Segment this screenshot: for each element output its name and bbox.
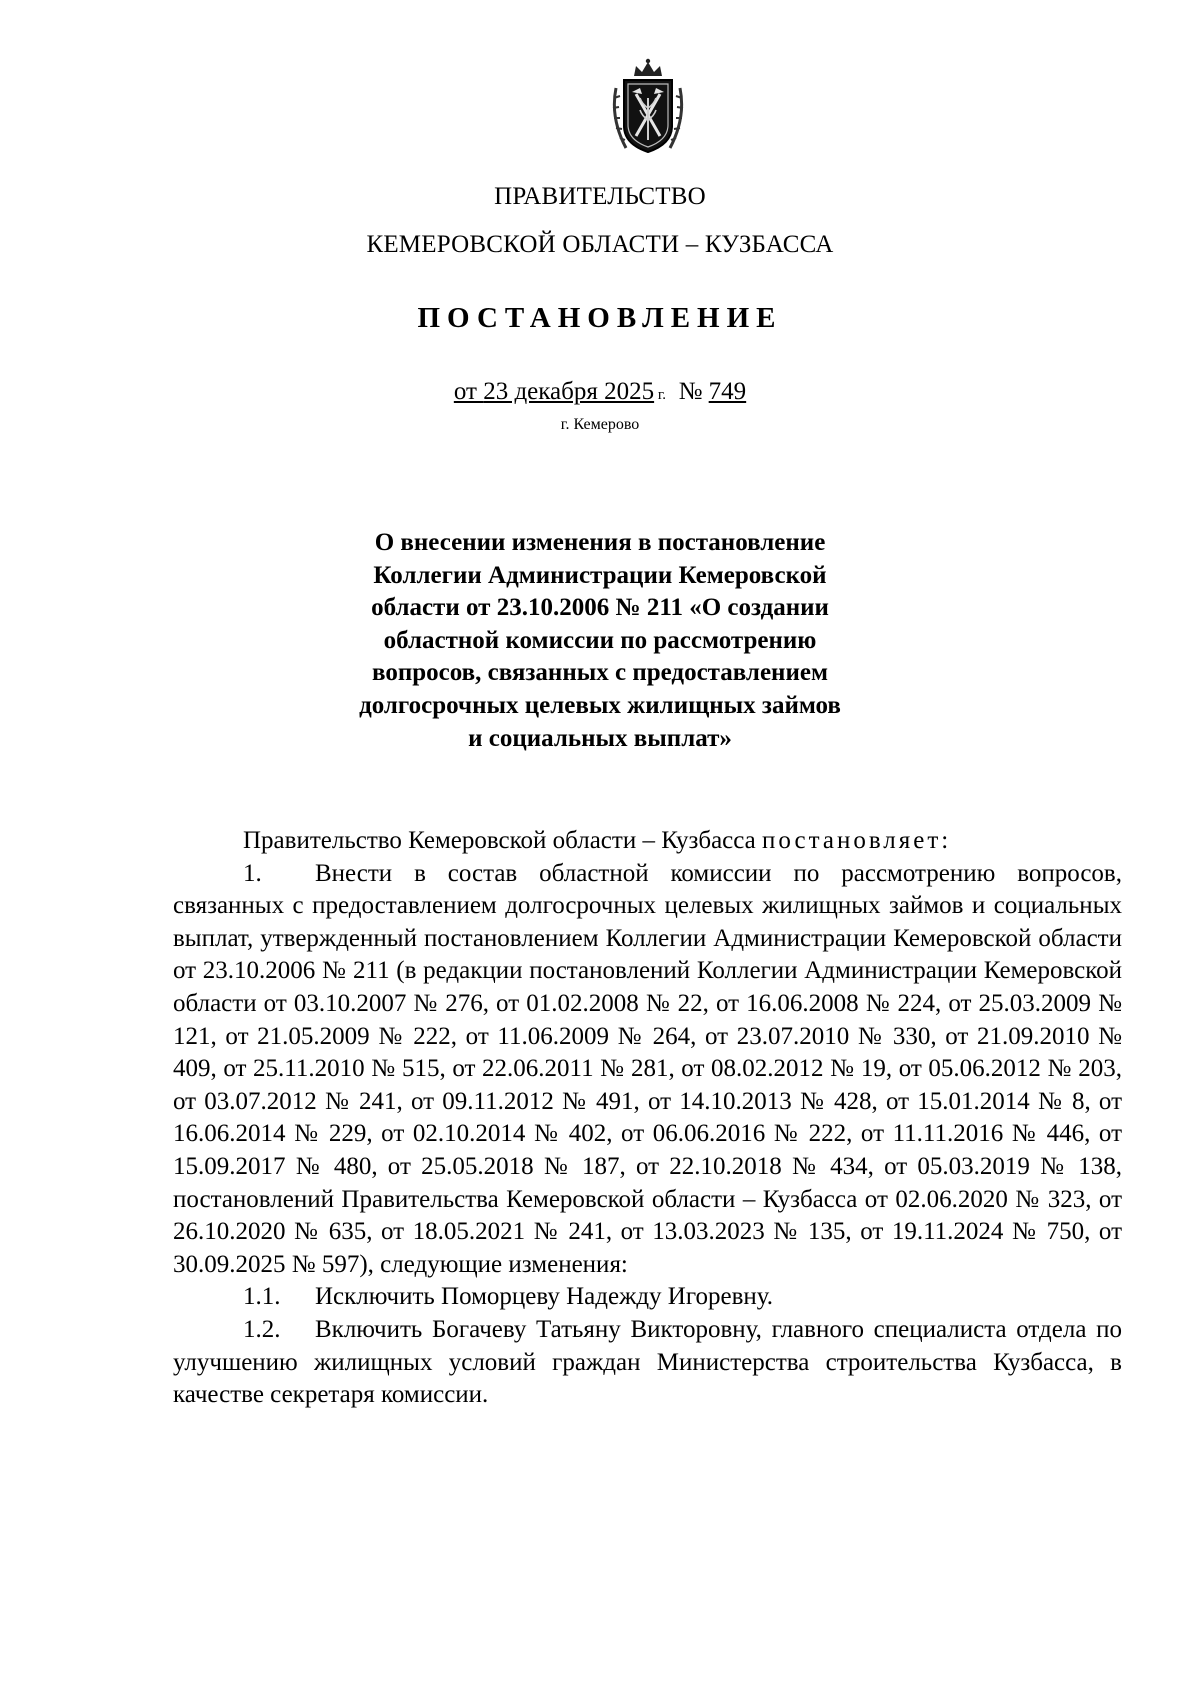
clause-1: [173, 858, 1122, 1282]
document-type: ПОСТАНОВЛЕНИЕ: [417, 302, 783, 334]
clause-text: Внести в состав областной комиссии по рассмотрению вопросов, связанных с предоставлением долгосрочных целевых жилищных займов и социальных выплат, утвержденный постановлением Коллегии Администрации Кемеровской области от 23.10.2006 № 211 (в редакции постановлений Коллегии Администрации Кемеровской области от 03.10.2007 № 276, от 01.02.2008 № 22, от 16.06.2008 № 224, от 25.03.2009 № 121, от 21.05.2009 № 222, от 11.06.2009 № 264, от 23.07.2010 № 330, от 21.09.2010 № 409, от 25.11.2010 № 515, от 22.06.2011 № 281, от 08.02.2012 № 19, от 05.06.2012 № 203, от 03.07.2012 № 241, от 09.11.2012 № 491, от 14.10.2013 № 428, от 15.01.2014 № 8, от 16.06.2014 № 229, от 02.10.2014 № 402, от 06.06.2016 № 222, от 11.11.2016 № 446, от 15.09.2017 № 480, от 25.05.2018 № 187, от 22.10.2018 № 434, от 05.03.2019 № 138, постановлений Правительства Кемеровской области – Кузбасса от 02.06.2020 № 323, от 26.10.2020 № 635, от 18.05.2021 № 241, от 13.03.2023 № 135, от 19.11.2024 № 750, от 30.09.2025 № 597), следующие изменения:: [173, 859, 1122, 1278]
subject-line: области от 23.10.2006 № 211 «О создании: [371, 594, 829, 622]
clause-1-1: [173, 1281, 1122, 1314]
clause-number: 1.2.: [243, 1315, 281, 1343]
intro-resolves: постановляет:: [762, 827, 952, 854]
document-subject: [300, 527, 900, 755]
coat-of-arms-icon: [606, 58, 690, 156]
subject-line: О внесении изменения в постановление: [374, 529, 826, 556]
subject-line: и социальных выплат»: [468, 724, 732, 752]
city: г. Кемерово: [560, 416, 640, 433]
clause-text: Включить Богачеву Татьяну Викторовну, главного специалиста отдела по улучшению жилищных условий граждан Министерства строительства Кузбасса, в качестве секретаря комиссии.: [173, 1315, 1122, 1409]
government-title: ПРАВИТЕЛЬСТВО: [494, 183, 706, 210]
resolution-intro: [173, 825, 1122, 858]
government-region: КЕМЕРОВСКОЙ ОБЛАСТИ – КУЗБАССА: [366, 231, 834, 258]
document-date-line: [0, 378, 1200, 406]
subject-line: областной комиссии по рассмотрению: [383, 626, 817, 654]
clause-number: 1.: [243, 859, 262, 887]
year-suffix: г.: [654, 387, 667, 403]
clause-text: Исключить Поморцеву Надежду Игоревну.: [315, 1283, 774, 1311]
clause-number: 1.1.: [243, 1283, 281, 1311]
subject-line: Коллегии Администрации Кемеровской: [373, 561, 827, 589]
intro-text: Правительство Кемеровской области – Кузбасса: [243, 827, 763, 854]
document-body: [173, 825, 1122, 1412]
document-date: 23 декабря 2025: [483, 378, 655, 405]
document-number: 749: [708, 378, 747, 405]
subject-line: вопросов, связанных с предоставлением: [371, 659, 828, 687]
clause-1-2: [173, 1314, 1122, 1412]
date-prefix: от: [453, 378, 484, 405]
subject-line: долгосрочных целевых жилищных займов: [359, 691, 841, 719]
number-prefix: №: [678, 378, 709, 405]
